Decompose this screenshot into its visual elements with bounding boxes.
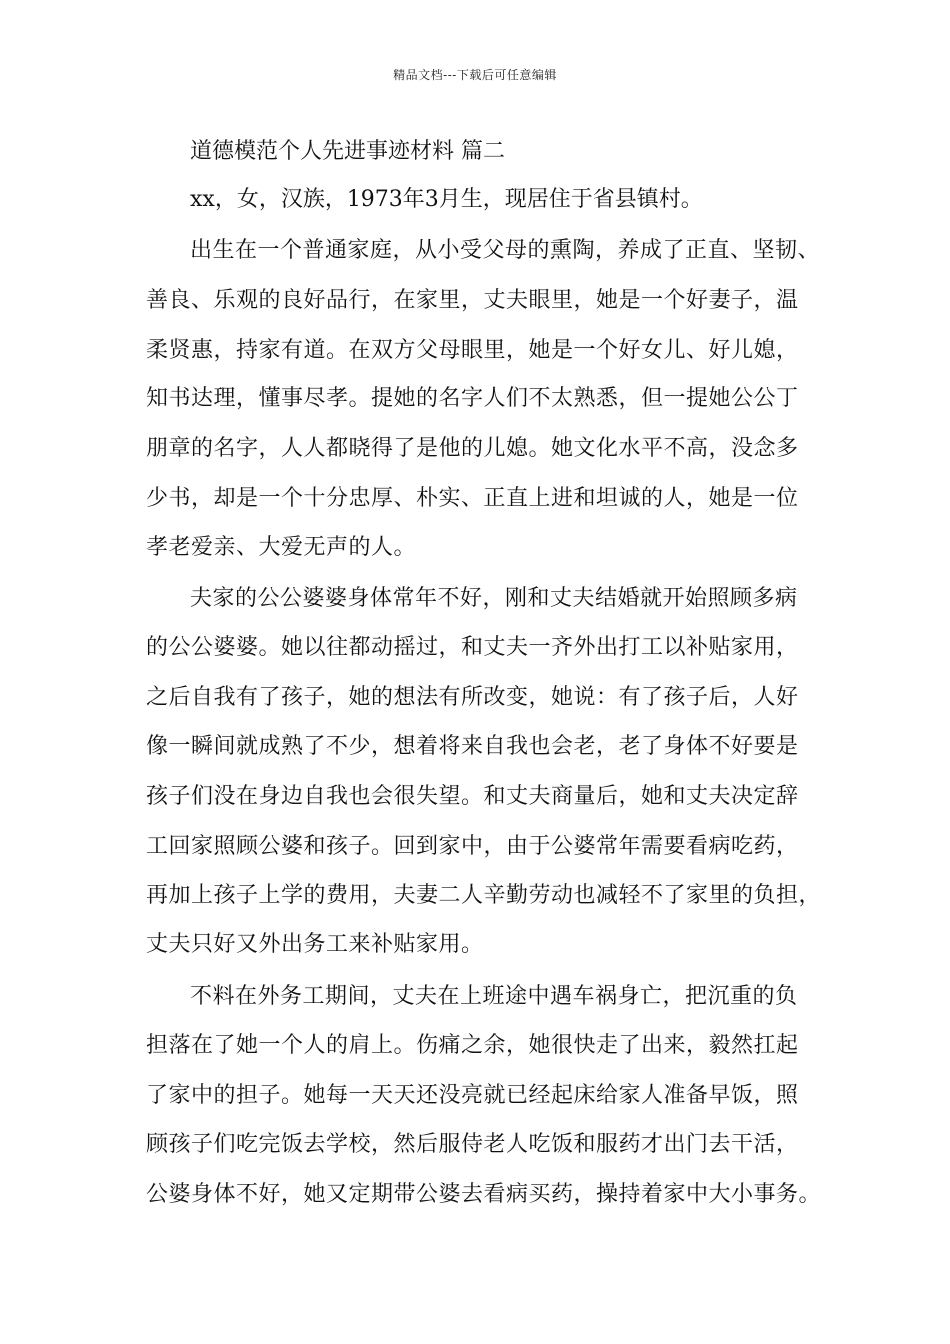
paragraph-1-line-1: 出生在一个普通家庭，从小受父母的熏陶，养成了正直、坚韧、 bbox=[190, 238, 821, 263]
paragraph-1-line-7: 孝老爱亲、大爱无声的人。 bbox=[146, 535, 417, 560]
paragraph-1-line-2: 善良、乐观的良好品行，在家里，丈夫眼里，她是一个好妻子，温 bbox=[146, 288, 799, 313]
page-header: 精品文档---下载后可任意编辑 bbox=[393, 68, 557, 82]
paragraph-2-line-6: 工回家照顾公婆和孩子。回到家中，由于公婆常年需要看病吃药， bbox=[146, 834, 799, 859]
paragraph-3-line-3: 了家中的担子。她每一天天还没亮就已经起床给家人准备早饭，照 bbox=[146, 1083, 799, 1108]
paragraph-3-line-1: 不料在外务工期间，丈夫在上班途中遇车祸身亡，把沉重的负 bbox=[190, 984, 798, 1009]
paragraph-2-line-8: 丈夫只好又外出务工来补贴家用。 bbox=[146, 932, 484, 957]
paragraph-2-line-1: 夫家的公公婆婆身体常年不好，刚和丈夫结婚就开始照顾多病 bbox=[190, 586, 798, 611]
paragraph-1-line-4: 知书达理，懂事尽孝。提她的名字人们不太熟悉，但一提她公公丁 bbox=[146, 386, 799, 411]
paragraph-2-line-3: 之后自我有了孩子，她的想法有所改变，她说：有了孩子后，人好 bbox=[146, 685, 799, 710]
paragraph-3-line-2: 担落在了她一个人的肩上。伤痛之余，她很快走了出来，毅然扛起 bbox=[146, 1033, 799, 1058]
document-title: 道德模范个人先进事迹材料 篇二 bbox=[190, 139, 505, 164]
person-info-line: xx，女，汉族，1973年3月生，现居住于省县镇村。 bbox=[190, 187, 703, 212]
paragraph-2-line-2: 的公公婆婆。她以往都动摇过，和丈夫一齐外出打工以补贴家用， bbox=[146, 635, 799, 660]
paragraph-3-line-4: 顾孩子们吃完饭去学校，然后服侍老人吃饭和服药才出门去干活， bbox=[146, 1132, 799, 1157]
paragraph-2-line-4: 像一瞬间就成熟了不少，想着将来自我也会老，老了身体不好要是 bbox=[146, 734, 799, 759]
paragraph-1-line-6: 少书，却是一个十分忠厚、朴实、正直上进和坦诚的人，她是一位 bbox=[146, 486, 799, 511]
paragraph-2-line-5: 孩子们没在身边自我也会很失望。和丈夫商量后，她和丈夫决定辞 bbox=[146, 784, 799, 809]
paragraph-1-line-5: 朋章的名字，人人都晓得了是他的儿媳。她文化水平不高，没念多 bbox=[146, 436, 799, 461]
paragraph-1-line-3: 柔贤惠，持家有道。在双方父母眼里，她是一个好女儿、好儿媳， bbox=[146, 338, 799, 363]
paragraph-2-line-7: 再加上孩子上学的费用，夫妻二人辛勤劳动也减轻不了家里的负担， bbox=[146, 883, 822, 908]
paragraph-3-line-5: 公婆身体不好，她又定期带公婆去看病买药，操持着家中大小事务。 bbox=[146, 1182, 822, 1207]
